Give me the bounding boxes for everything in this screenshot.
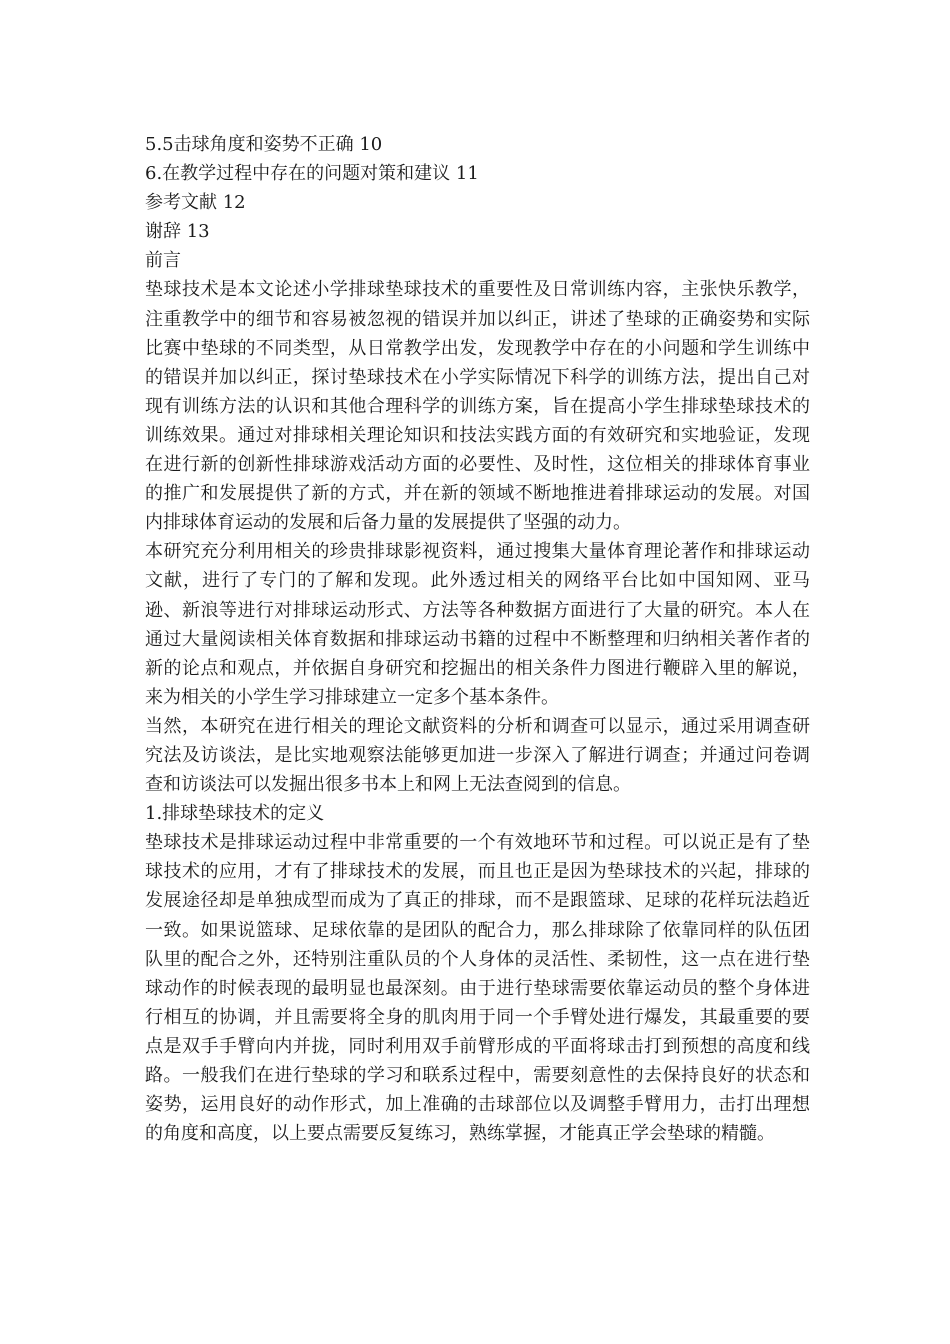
toc-entry-5-5: 5.5击球角度和姿势不正确 10 [145,134,383,155]
toc-entry-acknowledgements: 谢辞 13 [145,221,210,243]
toc-entry-references: 参考文献 12 [145,192,246,214]
table-of-contents [145,130,810,246]
preface-paragraph: 垫球技术是本文论述小学排球垫球技术的重要性及日常训练内容，主张快乐教学，注重教学中的细节和容易被忽视的错误并加以纠正，讲述了垫球的正确姿势和实际比赛中垫球的不同类型，从日常教学出发，发现教学中存在的小问题和学生训练中的错误并加以纠正，探讨垫球技术在小学实际情况下科学的训练方法，提出自己对现有训练方法的认识和其他合理科学的训练方案，旨在提高小学生排球垫球技术的训练效果。通过对排球相关理论知识和技法实践方面的有效研究和实地验证，发现在进行新的创新性排球游戏活动方面的必要性、及时性，这位相关的排球体育事业的推广和发展提供了新的方式，并在新的领域不断地推进着排球运动的发展。对国内排球体育运动的发展和后备力量的发展提供了坚强的动力。 [145,279,810,534]
document-page [145,130,810,1148]
preface-paragraph: 本研究充分利用相关的珍贵排球影视资料，通过搜集大量体育理论著作和排球运动文献，进行了专门的了解和发现。此外透过相关的网络平台比如中国知网、亚马逊、新浪等进行对排球运动形式、方法等各种数据方面进行了大量的研究。本人在通过大量阅读相关体育数据和排球运动书籍的过程中不断整理和归纳相关著作者的新的论点和观点，并依据自身研究和挖掘出的相关条件力图进行鞭辟入里的解说，来为相关的小学生学习排球建立一定多个基本条件。 [145,541,810,708]
toc-entry-6: 6.在教学过程中存在的问题对策和建议 11 [145,163,479,185]
section-1-paragraph: 垫球技术是排球运动过程中非常重要的一个有效地环节和过程。可以说正是有了垫球技术的应用，才有了排球技术的发展，而且也正是因为垫球技术的兴起，排球的发展途径却是单独成型而成为了真正的排球，而不是跟篮球、足球的花样玩法趋近一致。如果说篮球、足球依靠的是团队的配合力，那么排球除了依靠同样的队伍团队里的配合之外，还特别注重队员的个人身体的灵活性、柔韧性，这一点在进行垫球动作的时候表现的最明显也最深刻。由于进行垫球需要依靠运动员的整个身体进行相互的协调，并且需要将全身的肌肉用于同一个手臂处进行爆发，其最重要的要点是双手手臂向内并拢，同时利用双手前臂形成的平面将球击打到预想的高度和线路。一般我们在进行垫球的学习和联系过程中，需要刻意性的去保持良好的状态和姿势，运用良好的动作形式，加上准确的击球部位以及调整手臂用力，击打出理想的角度和高度，以上要点需要反复练习，熟练掌握，才能真正学会垫球的精髓。 [145,832,810,1145]
preface-heading: 前言 [145,250,181,272]
preface-paragraph: 当然，本研究在进行相关的理论文献资料的分析和调查可以显示，通过采用调查研究法及访谈法，是比实地观察法能够更加进一步深入了解进行调查；并通过问卷调查和访谈法可以发掘出很多书本上和网上无法查阅到的信息。 [145,715,810,796]
section-1-heading: 1.排球垫球技术的定义 [145,803,325,825]
